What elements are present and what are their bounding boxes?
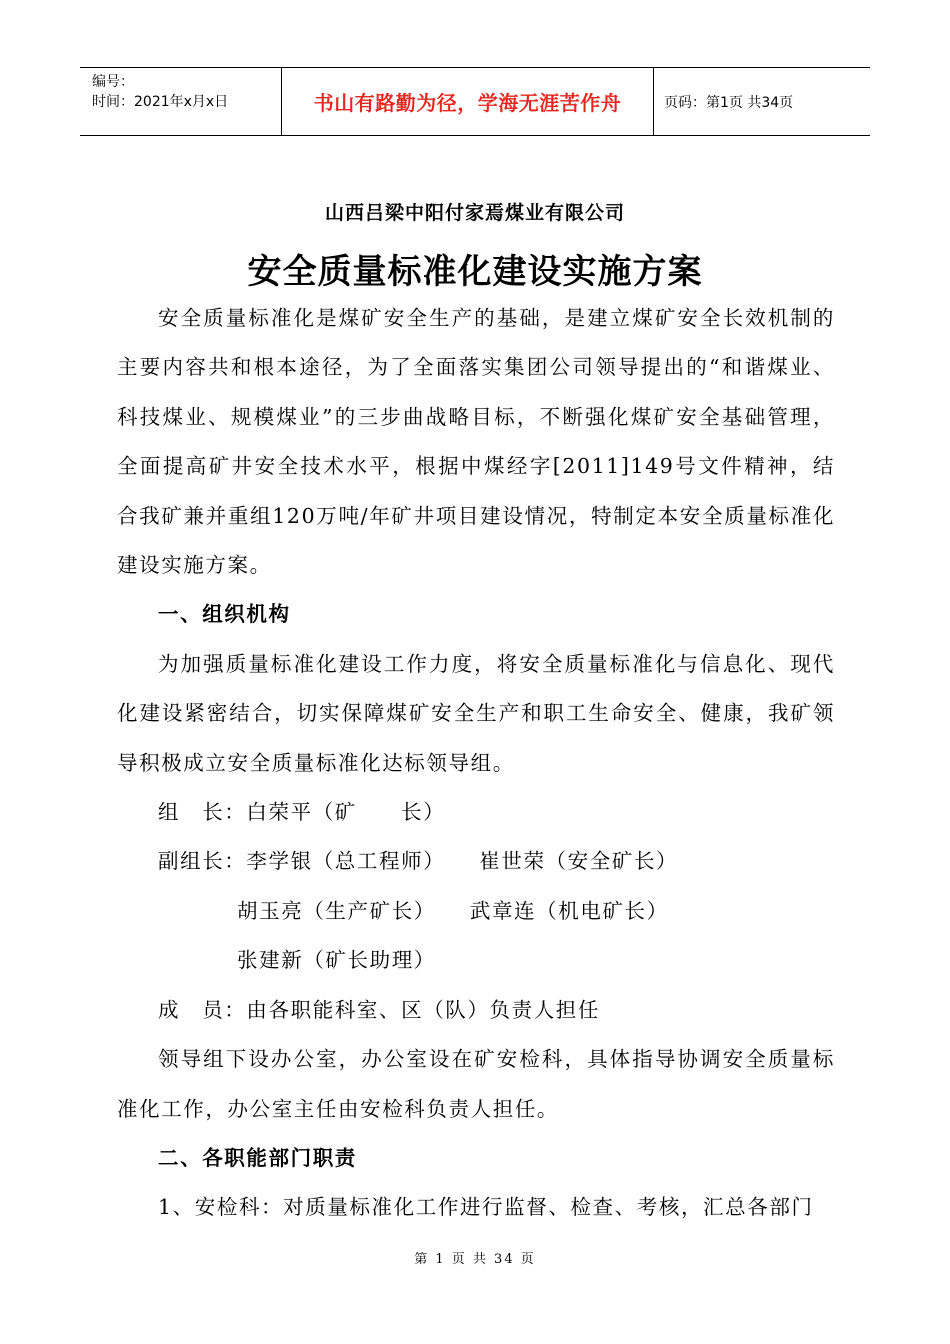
intro-paragraph: 安全质量标准化是煤矿安全生产的基础，是建立煤矿安全长效机制的主要内容共和根本途径，为了全面落实集团公司领导提出的“和谐煤业、科技煤业、规模煤业”的三步曲战略目标，不断强化煤矿安全基础管理，全面提高矿井安全技术水平，根据中煤经字[2011]149号文件精神，结合我矿兼并重组120万吨/年矿井项目建设情况，特制定本安全质量标准化建设实施方案。 <box>117 306 835 578</box>
section-heading-duties: 二、各职能部门职责 <box>158 1145 357 1170</box>
leader-line: 组 长：白荣平（矿 长） <box>158 800 446 825</box>
header-meta <box>80 68 282 135</box>
duty-paragraph-1: 1、安检科：对质量标准化工作进行监督、检查、考核，汇总各部门 <box>158 1195 814 1220</box>
doc-time: 时间：2021年x月x日 <box>92 94 229 110</box>
members-line: 成 员：由各职能科室、区（队）负责人担任 <box>158 997 600 1022</box>
header-motto: 书山有路勤为径，学海无涯苦作舟 <box>313 91 622 115</box>
doc-number: 编号： <box>92 74 134 90</box>
organization-paragraph: 为加强质量标准化建设工作力度，将安全质量标准化与信息化、现代化建设紧密结合，切实保障煤矿安全生产和职工生命安全、健康，我矿领导积极成立安全质量标准化达标领导组。 <box>117 651 835 775</box>
header-motto-cell <box>282 68 654 135</box>
deputy-line-2: 胡玉亮（生产矿长） 武章连（机电矿长） <box>237 898 669 923</box>
document-body <box>117 294 835 1233</box>
office-paragraph: 领导组下设办公室，办公室设在矿安检科，具体指导协调安全质量标准化工作，办公室主任由安检科负责人担任。 <box>117 1047 835 1121</box>
document-header <box>80 67 870 136</box>
company-name: 山西吕梁中阳付家焉煤业有限公司 <box>324 202 625 224</box>
section-heading-organization: 一、组织机构 <box>158 602 291 627</box>
page-info: 页码：第1页 共34页 <box>664 94 794 111</box>
page-title: 安全质量标准化建设实施方案 <box>247 252 703 292</box>
page-footer: 第 1 页 共 34 页 <box>414 1252 536 1267</box>
deputy-line-1: 副组长：李学银（总工程师） 崔世荣（安全矿长） <box>158 849 679 874</box>
header-page-info <box>654 68 870 135</box>
deputy-line-3: 张建新（矿长助理） <box>237 948 436 973</box>
